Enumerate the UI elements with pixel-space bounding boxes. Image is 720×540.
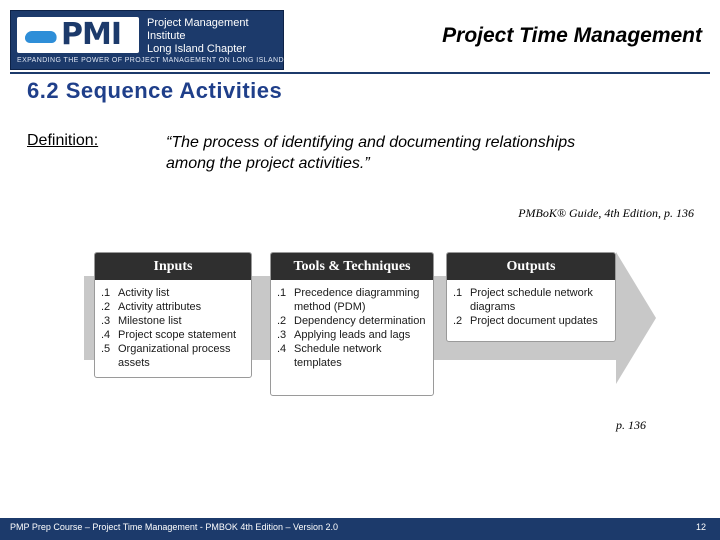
itto-diagram	[84, 248, 664, 398]
page-reference: p. 136	[616, 418, 646, 432]
outputs-panel	[446, 252, 616, 342]
footer-text: PMP Prep Course – Project Time Management - PMBOK 4th Edition – Version 2.0	[10, 522, 338, 532]
list-item: .3 Applying leads and lags	[277, 329, 411, 341]
definition-label: Definition:	[27, 132, 99, 149]
list-item: .4 Project scope statement	[101, 329, 237, 341]
logo-mark	[17, 17, 139, 53]
list-item: .1 Activity list	[101, 287, 170, 299]
slide-title: 6.2 Sequence Activities	[27, 78, 283, 103]
list-item: .4 Schedule network templates	[277, 343, 382, 369]
list-item: .1 Precedence diagramming method (PDM)	[277, 287, 420, 313]
logo-tagline: EXPANDING THE POWER OF PROJECT MANAGEMENT ON LONG ISLAND	[17, 57, 284, 64]
tools-techniques-header: Tools & Techniques	[271, 253, 433, 280]
inputs-header: Inputs	[95, 253, 251, 280]
logo-organization-name	[147, 17, 283, 56]
tools-techniques-panel	[270, 252, 434, 396]
list-item: .2 Activity attributes	[101, 301, 202, 313]
long-island-map-icon	[23, 31, 58, 43]
logo-name-line2: Long Island Chapter	[147, 43, 247, 55]
list-item: .3 Milestone list	[101, 315, 182, 327]
header-title: Project Time Management	[442, 24, 702, 47]
list-item: .1 Project schedule network diagrams	[453, 287, 593, 313]
logo-name-line1: Project Management Institute	[147, 17, 249, 42]
outputs-header: Outputs	[447, 253, 615, 280]
list-item: .2 Project document updates	[453, 315, 598, 327]
pmi-logo	[10, 10, 284, 70]
citation: PMBoK® Guide, 4th Edition, p. 136	[518, 206, 694, 220]
footer-bar	[0, 518, 720, 540]
list-item: .5 Organizational process assets	[101, 343, 231, 369]
header-divider	[10, 72, 710, 74]
inputs-panel	[94, 252, 252, 378]
definition-text: “The process of identifying and documenting relationships among the project activities.”	[166, 134, 576, 172]
list-item: .2 Dependency determination	[277, 315, 426, 327]
page-number: 12	[695, 522, 706, 532]
logo-letters: PMI	[61, 17, 122, 52]
